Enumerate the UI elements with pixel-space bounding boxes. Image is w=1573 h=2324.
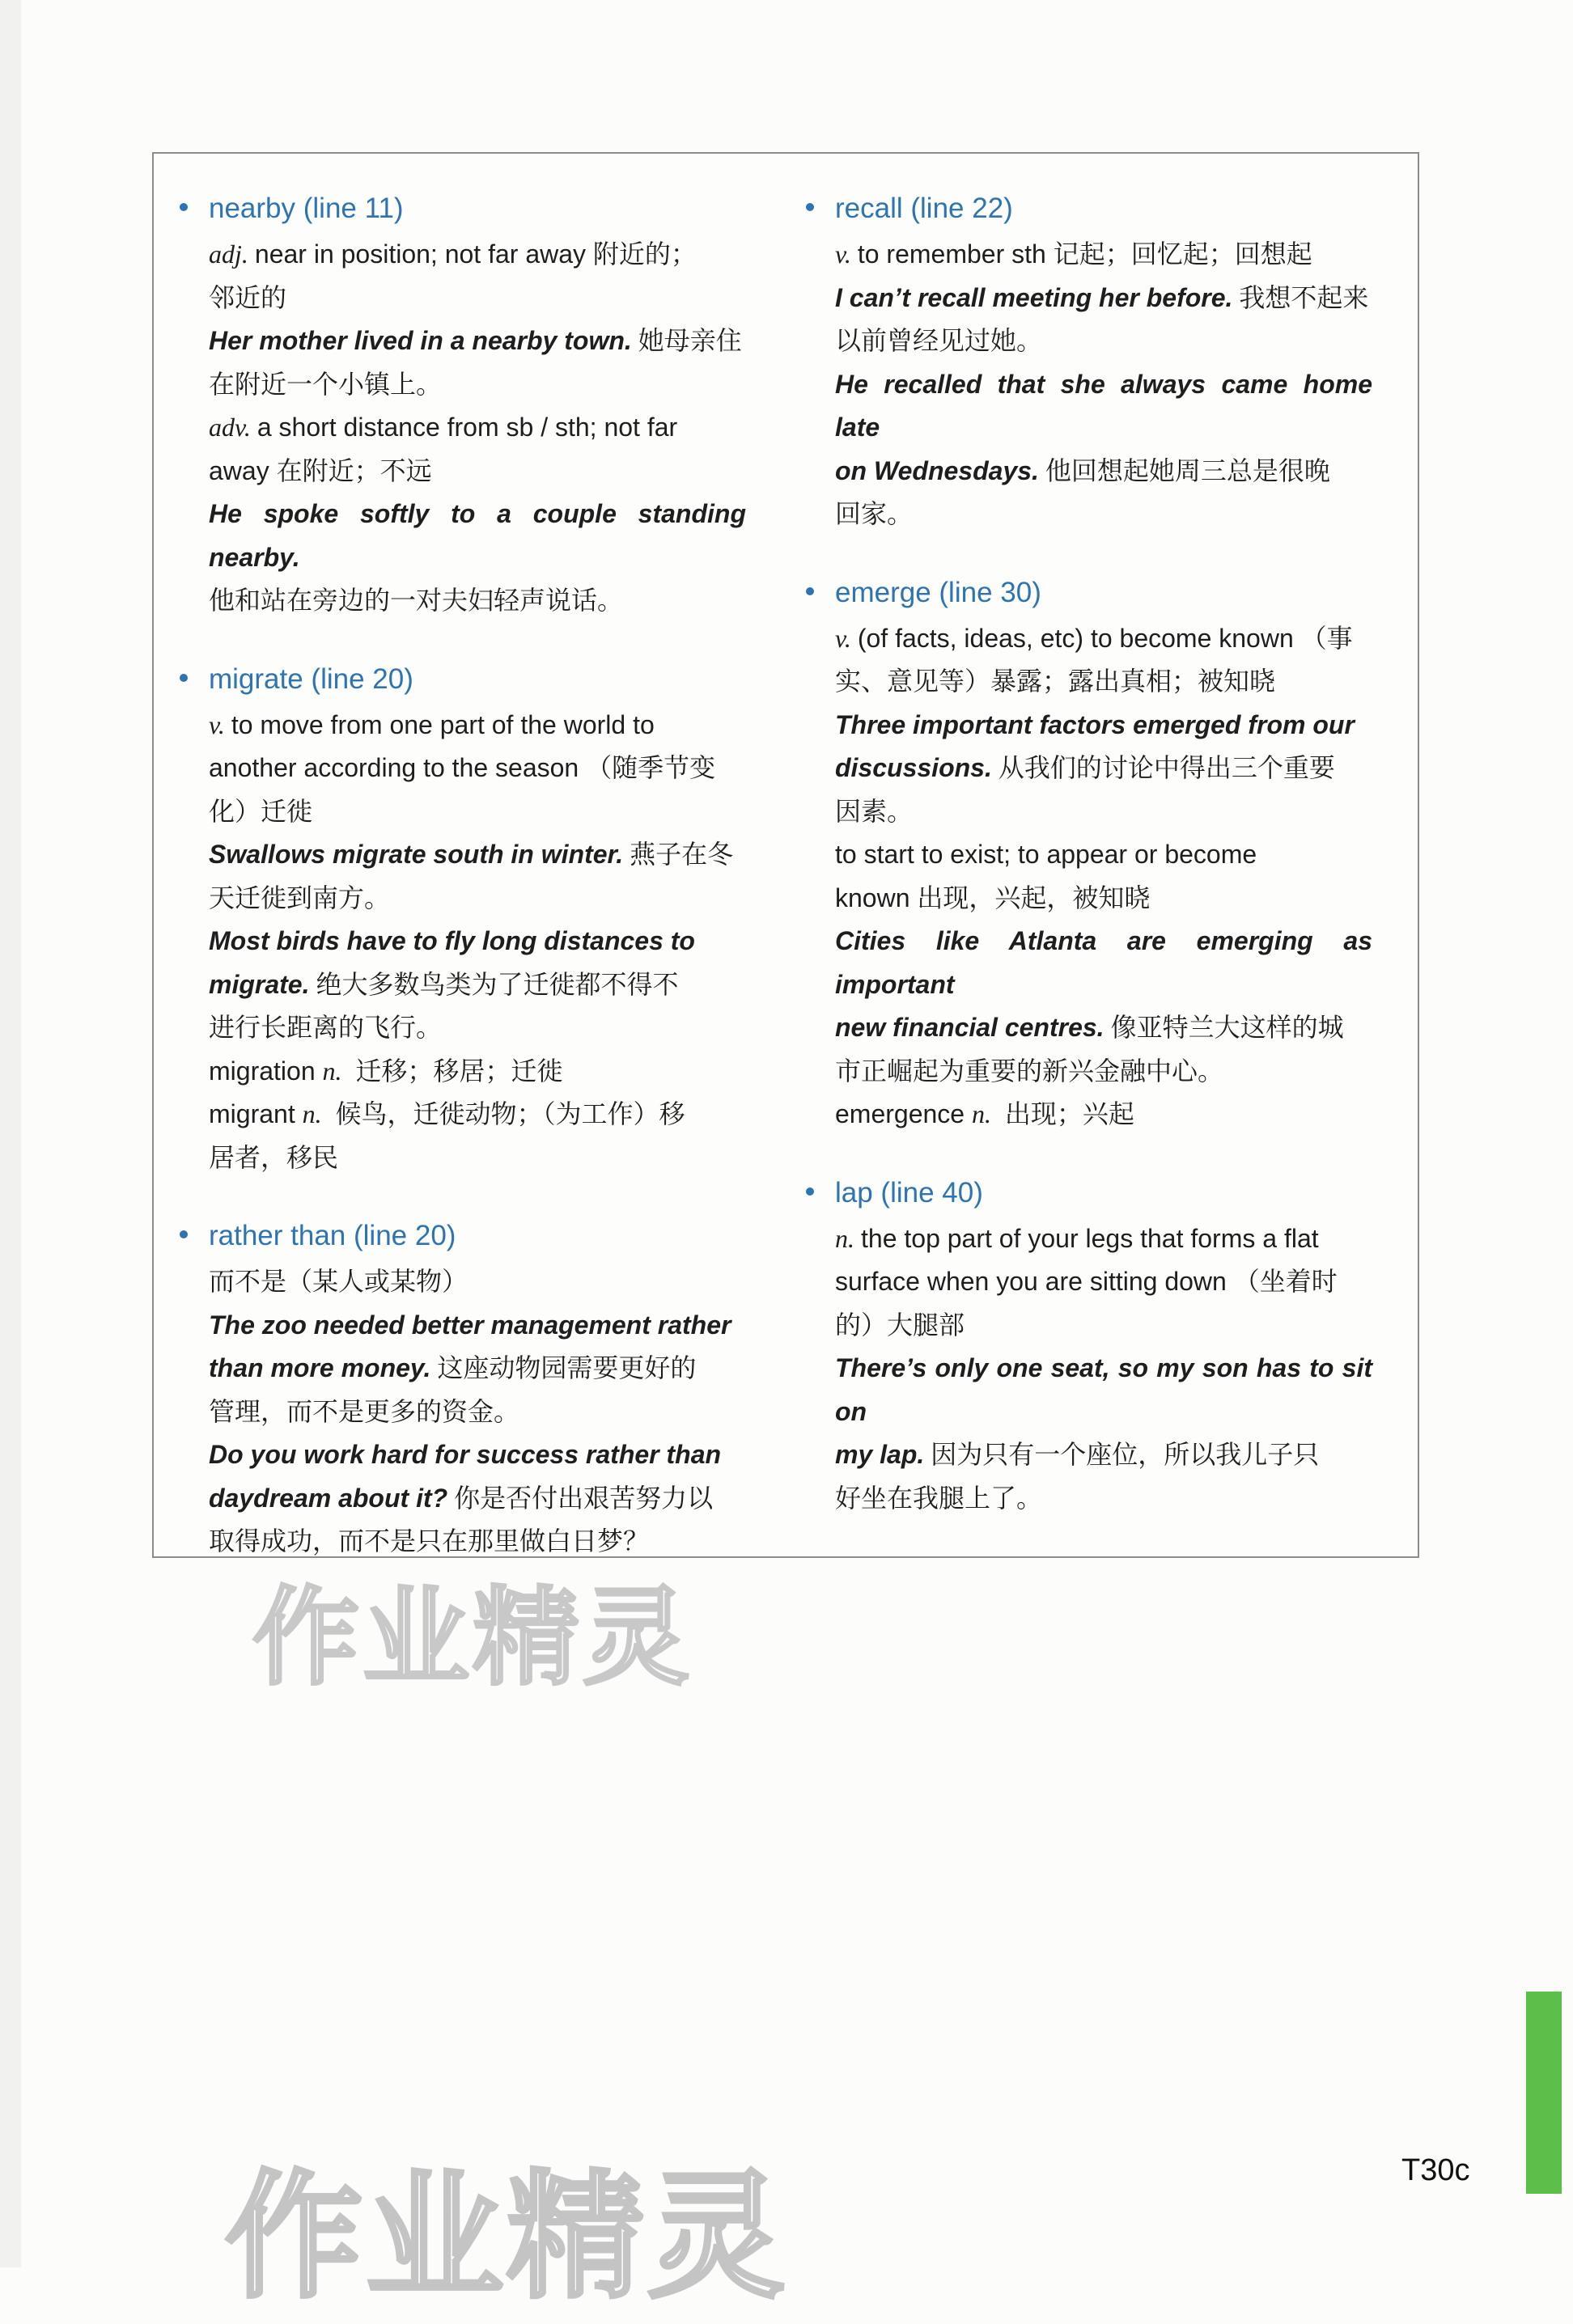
chinese-text: 市正崛起为重要的新兴金融中心。 — [835, 1055, 1224, 1086]
watermark-bottom: 作业精灵 — [225, 2157, 789, 2318]
section-tab — [1526, 1992, 1562, 2194]
entry-line — [209, 1093, 746, 1137]
chinese-text: 附近的； — [592, 239, 697, 269]
definition-text: a short distance from sb / sth; not far — [257, 413, 678, 442]
chinese-text: （坐着时 — [1233, 1266, 1338, 1297]
chinese-text: 他和站在旁边的一对夫妇轻声说话。 — [209, 585, 624, 616]
entry-body — [803, 617, 1372, 1137]
vocab-entry — [803, 1172, 1372, 1521]
part-of-speech: n. — [835, 1223, 854, 1253]
example-sentence: new financial centres. — [835, 1013, 1104, 1042]
chinese-text: 记起；回忆起；回想起 — [1053, 239, 1312, 269]
bullet-icon — [806, 203, 814, 211]
entry-line — [835, 1093, 1372, 1137]
chinese-text: 实、意见等）暴露；露出真相；被知晓 — [835, 666, 1276, 696]
example-sentence: He spoke softly to a couple standing nearby. — [209, 499, 746, 572]
entry-line — [209, 450, 746, 493]
chinese-text: 因为只有一个座位，所以我儿子只 — [931, 1439, 1320, 1470]
example-sentence: There’s only one seat, so my son has to sit on — [835, 1353, 1372, 1426]
entry-heading-text: migrate (line 20) — [209, 662, 413, 695]
entry-line — [209, 493, 746, 579]
example-sentence: Do you work hard for success rather than — [209, 1440, 722, 1469]
entry-line — [835, 833, 1372, 877]
entry-line — [835, 1217, 1372, 1261]
definition-text: to remember sth — [857, 239, 1046, 269]
chinese-text: 迁移；移居；迁徙 — [355, 1055, 563, 1086]
entry-line — [835, 233, 1372, 277]
entry-line — [209, 1006, 746, 1050]
entry-heading — [803, 1172, 1372, 1214]
chinese-text: 取得成功，而不是只在那里做白日梦？ — [209, 1526, 650, 1556]
entry-line — [209, 704, 746, 747]
entry-line — [835, 1304, 1372, 1348]
definition-text: (of facts, ideas, etc) to become known — [857, 623, 1294, 653]
entry-line — [209, 1304, 746, 1348]
entry-line — [209, 790, 746, 834]
bullet-icon — [806, 1187, 814, 1196]
entry-line — [209, 579, 746, 623]
chinese-text: （事 — [1300, 622, 1353, 654]
bullet-icon — [180, 1230, 188, 1238]
entry-heading-text: rather than (line 20) — [209, 1220, 456, 1251]
entry-line — [835, 704, 1372, 747]
example-sentence: I can’t recall meeting her before. — [835, 282, 1233, 312]
definition-text: near in position; not far away — [254, 239, 587, 269]
entry-line — [209, 833, 746, 877]
chinese-text: 邻近的 — [209, 282, 287, 313]
right-column — [803, 188, 1372, 1556]
example-sentence: daydream about it? — [209, 1483, 448, 1513]
chinese-text: 你是否付出艰苦努力以 — [454, 1482, 714, 1513]
entry-body — [176, 233, 746, 623]
bullet-icon — [806, 587, 814, 595]
entry-line — [209, 1433, 746, 1477]
chinese-text: 化）迁徙 — [209, 795, 313, 827]
part-of-speech: v. — [835, 239, 851, 269]
entry-line — [209, 963, 746, 1007]
vocabulary-box — [152, 152, 1419, 1558]
entry-heading-text: nearby (line 11) — [209, 193, 404, 224]
entry-heading — [803, 572, 1372, 614]
definition-text: away — [209, 455, 269, 485]
chinese-text: 候鸟，迁徙动物；（为工作）移 — [335, 1099, 685, 1129]
chinese-text: 在附近一个小镇上。 — [209, 368, 443, 400]
entry-line — [209, 1477, 746, 1521]
entry-body — [176, 704, 746, 1180]
entry-line — [835, 450, 1372, 493]
chinese-text: 的）大腿部 — [835, 1309, 965, 1340]
entry-line — [835, 1433, 1372, 1477]
chinese-text: 以前曾经见过她。 — [835, 325, 1043, 356]
chinese-text: 居者，移民 — [209, 1141, 339, 1173]
example-sentence: Swallows migrate south in winter. — [209, 840, 624, 869]
entry-line — [835, 1260, 1372, 1304]
chinese-text: 出现，兴起，被知晓 — [917, 882, 1151, 913]
example-sentence: discussions. — [835, 753, 992, 782]
vocab-entry — [176, 1215, 746, 1564]
chinese-text: 天迁徙到南方。 — [209, 882, 391, 913]
entry-line — [209, 1347, 746, 1391]
part-of-speech: v. — [209, 709, 225, 739]
chinese-text: 出现；兴起 — [1004, 1099, 1134, 1129]
entry-heading-text: lap (line 40) — [835, 1176, 983, 1209]
entry-line — [835, 277, 1372, 320]
definition-text: known — [835, 883, 910, 912]
vocab-entry — [176, 658, 746, 1180]
entry-heading-text: recall (line 22) — [835, 193, 1013, 224]
chinese-text: 回家。 — [835, 498, 914, 529]
example-sentence: migrate. — [209, 969, 310, 999]
chinese-text: 进行长距离的飞行。 — [209, 1012, 443, 1043]
entry-line — [835, 1006, 1372, 1050]
example-sentence: He recalled that she always came home late — [835, 369, 1372, 442]
entry-body — [176, 1260, 746, 1564]
example-sentence: than more money. — [209, 1353, 431, 1382]
entry-line — [209, 363, 746, 407]
definition-text: the top part of your legs that forms a flat — [861, 1223, 1319, 1253]
entry-heading — [176, 1215, 746, 1257]
vocab-entry — [803, 188, 1372, 536]
entry-line — [209, 233, 746, 277]
entry-body — [803, 1217, 1372, 1521]
page-number: T30c — [1401, 2153, 1470, 2187]
chinese-text: 在附近；不远 — [276, 455, 432, 486]
example-sentence: Most birds have to fly long distances to — [209, 926, 695, 955]
entry-line — [835, 1050, 1372, 1094]
part-of-speech: n. — [971, 1099, 991, 1128]
chinese-text: 从我们的讨论中得出三个重要 — [998, 752, 1335, 783]
entry-line — [209, 877, 746, 921]
chinese-text: 我想不起来 — [1239, 282, 1369, 313]
bullet-icon — [180, 203, 188, 211]
entry-line — [835, 660, 1372, 704]
chinese-text: 而不是（某人或某物） — [209, 1266, 469, 1297]
chinese-text: 因素。 — [835, 795, 914, 827]
definition-text: migrant — [209, 1099, 295, 1128]
entry-line — [835, 493, 1372, 536]
bullet-icon — [180, 674, 188, 682]
entry-heading-text: emerge (line 30) — [835, 576, 1041, 608]
entry-line — [835, 747, 1372, 790]
entry-line — [835, 363, 1372, 450]
chinese-text: 这座动物园需要更好的 — [437, 1352, 697, 1383]
example-sentence: on Wednesdays. — [835, 455, 1039, 485]
chinese-text: 好坐在我腿上了。 — [835, 1482, 1043, 1513]
definition-text: emergence — [835, 1099, 965, 1128]
watermark-top: 作业精灵 — [252, 1576, 693, 1700]
part-of-speech: v. — [835, 623, 851, 653]
part-of-speech: adj. — [209, 239, 248, 269]
example-sentence: Cities like Atlanta are emerging as important — [835, 926, 1372, 999]
definition-text: to move from one part of the world to — [231, 709, 655, 739]
entry-body — [803, 233, 1372, 536]
entry-line — [209, 747, 746, 790]
vocab-entry — [176, 188, 746, 623]
chinese-text: 她母亲住 — [638, 325, 742, 356]
entry-line — [209, 1137, 746, 1180]
example-sentence: Three important factors emerged from our — [835, 709, 1355, 739]
entry-line — [209, 406, 746, 450]
left-column — [176, 188, 746, 1599]
entry-line — [209, 1391, 746, 1434]
entry-line — [209, 277, 746, 320]
chinese-text: 燕子在冬 — [630, 839, 734, 870]
entry-line — [835, 617, 1372, 661]
chinese-text: 绝大多数鸟类为了迁徙都不得不 — [316, 968, 679, 1000]
entry-line — [209, 920, 746, 963]
definition-text: migration — [209, 1056, 316, 1086]
entry-line — [209, 1050, 746, 1094]
entry-line — [209, 1260, 746, 1304]
chinese-text: 管理，而不是更多的资金。 — [209, 1395, 520, 1427]
entry-line — [835, 790, 1372, 834]
definition-text: surface when you are sitting down — [835, 1267, 1227, 1296]
definition-text: to start to exist; to appear or become — [835, 840, 1257, 869]
chinese-text: 他回想起她周三总是很晚 — [1045, 455, 1330, 486]
entry-heading — [803, 188, 1372, 230]
page-edge — [0, 0, 21, 2267]
vocab-entry — [803, 572, 1372, 1137]
entry-line — [835, 877, 1372, 921]
chinese-text: 像亚特兰大这样的城 — [1110, 1012, 1344, 1043]
entry-heading — [176, 658, 746, 701]
definition-text: another according to the season — [209, 753, 579, 782]
example-sentence: my lap. — [835, 1440, 925, 1469]
entry-heading — [176, 188, 746, 230]
chinese-text: （随季节变 — [586, 752, 716, 783]
example-sentence: Her mother lived in a nearby town. — [209, 326, 632, 355]
part-of-speech: adv. — [209, 413, 251, 442]
part-of-speech: n. — [302, 1099, 322, 1128]
entry-line — [835, 1477, 1372, 1521]
entry-line — [835, 320, 1372, 363]
example-sentence: The zoo needed better management rather — [209, 1310, 731, 1340]
entry-line — [835, 920, 1372, 1006]
part-of-speech: n. — [322, 1056, 342, 1086]
entry-line — [209, 320, 746, 363]
entry-line — [835, 1347, 1372, 1433]
